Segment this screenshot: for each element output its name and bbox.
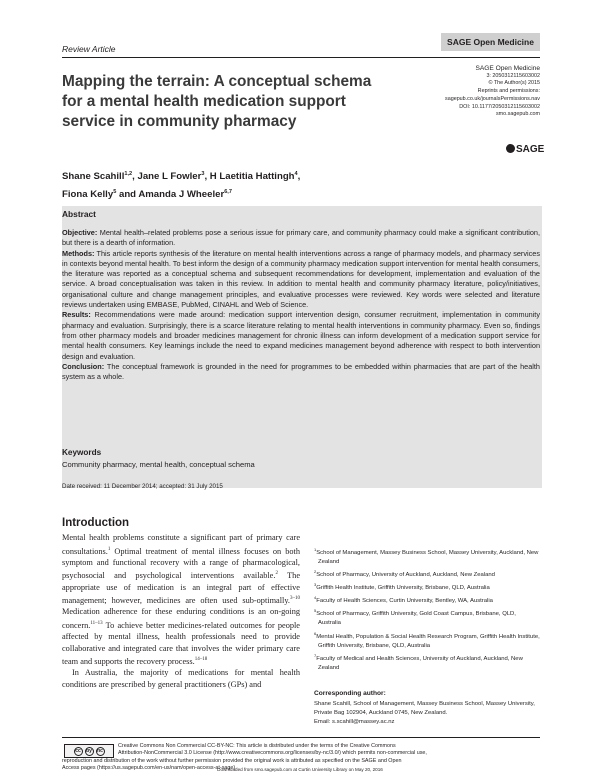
corresponding-heading: Corresponding author: (314, 690, 386, 697)
author-affiliation-mark: 4 (294, 171, 298, 177)
abstract-box (62, 206, 542, 488)
affiliation-text: Mental Health, Population & Social Health Research Program, Griffith Health Institute, Griffith University, Brisbane, QLD, Australia (316, 633, 540, 649)
intro-paragraph-2: In Australia, the majority of medications for mental health conditions are prescribed by general practitioners (GPs) and (62, 668, 300, 689)
cc-by-icon: by (86, 747, 92, 754)
affiliation-text: Griffith Health Institute, Griffith University, Brisbane, QLD, Australia (316, 585, 490, 592)
journal-tab: SAGE Open Medicine (441, 33, 540, 51)
cc-license-badge[interactable] (64, 744, 114, 758)
author-affiliation-mark: 1,2 (124, 171, 133, 177)
abstract-objective: Objective: Mental health–related problems pose a serious issue for primary care, and community pharmacy could make a significant contribution, but there is a dearth of information. (62, 228, 540, 248)
intro-text-segment: Medication adherence for these enduring conditions is an on-going concern. (62, 607, 300, 630)
author-name: H Laetitia Hattingh (209, 171, 295, 183)
citation-ref[interactable]: 14–18 (194, 657, 208, 663)
author-name: Jane L Fowler (137, 171, 202, 183)
intro-text-segment: To achieve better medicines-related outcomes for people affected by mental illness, health professionals need to provide collaborative and integrated care that involves the wider primary care team and supports the recovery process. (62, 620, 300, 666)
intro-text-segment: Optimal treatment of mental illness focuses on both symptom and functional recovery with a range of pharmacological, psychosocial and psychological interventions available. (62, 546, 300, 581)
date-received: Date received: 11 December 2014; accepted: 31 July 2015 (62, 483, 223, 490)
author-name: Fiona Kelly (62, 188, 114, 200)
affiliation-text: School of Pharmacy, Griffith University, Gold Coast Campus, Brisbane, QLD, Australia (316, 611, 516, 627)
affiliation-item (314, 593, 540, 606)
header-rule (62, 57, 540, 58)
meta-doi[interactable]: DOI: 10.1177/2050312115603002 (459, 103, 540, 110)
citation-ref[interactable]: 3–10 (290, 596, 300, 602)
affiliations (314, 545, 540, 673)
abstract-heading: Abstract (62, 209, 96, 219)
download-note: Downloaded from smo.sagepub.com at Curtin University Library on May 20, 2016 (217, 767, 383, 772)
abstract-conclusion: Conclusion: The conceptual framework is grounded in the need for programmes to be embedded within pharmacies that are part of the health system as a whole. (62, 361, 540, 382)
meta-reprints: Reprints and permissions: (477, 88, 540, 95)
affiliation-mark: 3 (314, 582, 317, 588)
citation-ref[interactable]: 11–13 (90, 620, 103, 626)
intro-paragraph-1 (62, 532, 300, 667)
author-affiliation-mark: 6,7 (224, 188, 232, 195)
affiliation-item (314, 580, 540, 593)
affiliation-item (314, 545, 540, 567)
abstract-methods: Methods: This article reports synthesis of the literature on mental health interventions across a range of pharmacy models, and pharmacy services in contexts beyond mental health. To best inform the design of a community pharmacy medication support intervention for mental health consumers, the literature was reported as a conceptual schema and subsequent recommendations for development, implementation and evaluation of the service. A broad conceptualisation was taken in this review. In addition to mental health and community pharmacy literature, policy/initiatives, organisational culture and change management principles, and evaluative processes were reviewed. Key words were selected and literature reviews undertaken using EMBASE, PubMed, CINAHL and Web of Science. (62, 248, 540, 310)
affiliation-mark: 6 (314, 630, 317, 636)
affiliation-item (314, 567, 540, 580)
corresponding-author (314, 700, 540, 727)
sage-logo-icon (506, 144, 515, 153)
affiliation-mark: 7 (314, 652, 317, 658)
license-line-1: Creative Commons Non Commercial CC-BY-NC: This article is distributed under the terms of the Creative Commons (118, 743, 396, 749)
affiliation-item (314, 629, 540, 651)
meta-site[interactable]: smo.sagepub.com (495, 111, 540, 118)
author-affiliation-mark: 5 (113, 188, 117, 195)
intro-text-segment: The appropriate use of medication is an integral part of effective management; however, medicines are often used sub-optimally. (62, 571, 300, 605)
citation-ref[interactable]: 1 (107, 546, 111, 552)
meta-journal: SAGE Open Medicine (475, 65, 540, 72)
citation-ref[interactable]: 2 (275, 571, 278, 577)
introduction-body (62, 532, 300, 690)
article-title: Mapping the terrain: A conceptual schema for a mental health medication support service in community pharmacy (62, 73, 372, 130)
author-name: Shane Scahill (62, 171, 125, 183)
affiliation-mark: 2 (314, 569, 317, 575)
author-name: Amanda J Wheeler (138, 188, 225, 200)
affiliation-item (314, 606, 540, 628)
sage-logo (506, 144, 544, 155)
intro-text-segment: Mental health problems constitute a significant part of primary care consultations. (62, 533, 300, 556)
footer-rule (62, 737, 540, 738)
affiliation-mark: 5 (314, 608, 317, 614)
corresponding-address: Shane Scahill, School of Management, Massey Business School, Massey University, Private Bag 102904, Auckland 0745, New Zealand. (314, 701, 535, 717)
license-line-2: Attribution-NonCommercial 3.0 License (http://www.creativecommons.org/licenses/by-nc/3.0/) which permits non-commercial use, (118, 750, 427, 757)
affiliation-item (314, 651, 540, 673)
cc-nc-icon: nc (97, 747, 103, 754)
affiliation-text: School of Management, Massey Business School, Massey University, Auckland, New Zealand (316, 549, 539, 566)
cc-cc-icon: cc (75, 747, 81, 754)
affiliation-text: School of Pharmacy, University of Auckland, Auckland, New Zealand (316, 572, 495, 579)
meta-reprints-link[interactable]: sagepub.co.uk/journalsPermissions.nav (445, 95, 540, 102)
keywords-heading: Keywords (62, 448, 102, 457)
author-affiliation-mark: 3 (201, 171, 205, 177)
abstract-results: Results: Recommendations were made around: medication support intervention design, consumer recruitment, implementation in community pharmacy and evaluation. Surprisingly, there is a scarce literature relating to mental health interventions in community pharmacy. Even so, findings from other pharmacy models and broader medicines management for chronic illness can inform development of a medication support service for mental health consumers. Key learnings include the need to expand medicines management beyond adherence with respect to both intervention design and evaluation. (62, 310, 540, 361)
journal-meta (390, 65, 540, 119)
section-label: Review Article (62, 44, 116, 54)
affiliation-text: Faculty of Medical and Health Sciences, University of Auckland, Auckland, New Zealand (316, 655, 523, 671)
sage-logo-text: SAGE (516, 144, 545, 155)
author-list: Shane Scahill$^{1,2}$, Jane L Fowler$^3$, H Laetitia Hattingh$^4$, Fiona Kelly$^5$ and Amanda J Wheeler$^{6,7}$ (62, 171, 301, 200)
affiliation-mark: 4 (314, 595, 317, 601)
corresponding-email[interactable]: Email: s.scahill@massey.ac.nz (314, 719, 395, 726)
meta-volume: 3: 2050312115603002 (486, 72, 540, 79)
introduction-heading: Introduction (62, 517, 130, 529)
license-line-4: Access pages (https://us.sagepub.com/en-us/nam/open-access-at-sage). (62, 764, 237, 771)
license-line-3: reproduction and distribution of the work without further permission provided the original work is attributed as specified on the SAGE and Open (62, 757, 402, 764)
keywords-text: Community pharmacy, mental health, conceptual schema (62, 460, 255, 469)
affiliation-mark: 1 (314, 547, 317, 552)
meta-copyright: © The Author(s) 2015 (488, 80, 540, 87)
affiliation-text: Faculty of Health Sciences, Curtin University, Bentley, WA, Australia (316, 598, 493, 605)
